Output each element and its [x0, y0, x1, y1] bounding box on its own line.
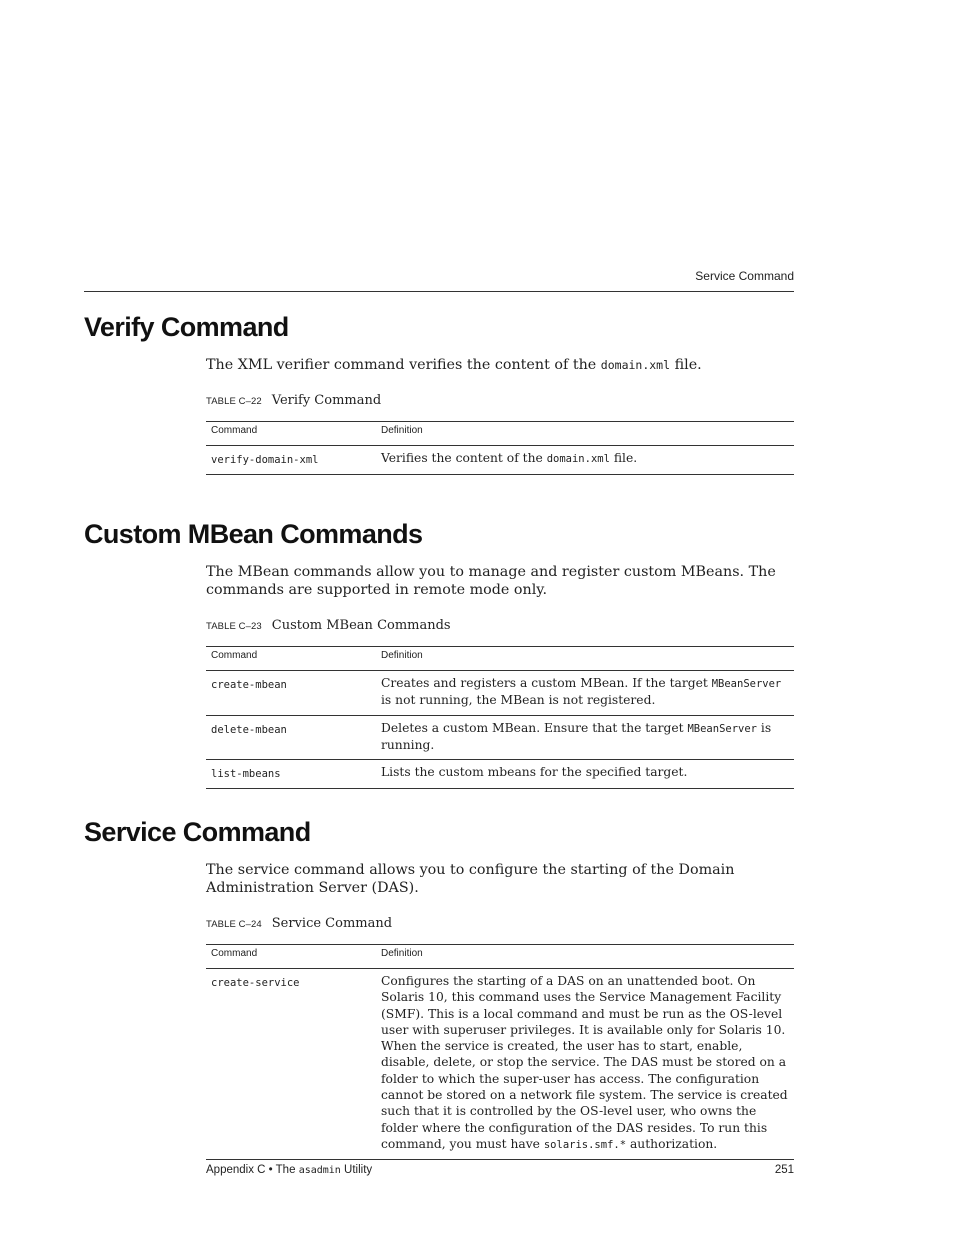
verify-command-table — [206, 421, 794, 475]
table-row — [206, 671, 794, 716]
column-header-definition: Definition — [376, 647, 794, 671]
definition-text: Verifies the content of the — [381, 451, 547, 465]
inline-code: domain.xml — [600, 358, 671, 372]
definition-text: Lists the custom mbeans for the specified target. — [381, 765, 688, 780]
section-title: Service Command — [84, 817, 311, 847]
section-title: Custom MBean Commands — [84, 519, 423, 549]
column-header-command: Command — [206, 647, 376, 671]
section-paragraph: The MBean commands allow you to manage and register custom MBeans. The commands are supported in remote mode only. — [206, 564, 776, 598]
command-name: delete-mbean — [206, 715, 376, 760]
table-label: TABLE C–23 — [206, 621, 262, 632]
command-name: verify-domain-xml — [206, 446, 376, 475]
inline-code: MBeanServer — [687, 722, 758, 735]
header-rule — [84, 291, 794, 292]
table-caption-text: Custom MBean Commands — [271, 618, 451, 633]
running-header: Service Command — [695, 269, 794, 283]
definition-text: Creates and registers a custom MBean. If the target — [381, 676, 712, 690]
page-number: 251 — [774, 1164, 794, 1176]
definition-text: is not running, the MBean is not registered. — [381, 693, 656, 708]
section-verify-command — [84, 311, 794, 475]
custom-mbean-commands-table — [206, 646, 794, 789]
command-name: create-service — [206, 969, 376, 1160]
command-name: create-mbean — [206, 671, 376, 716]
table-caption — [206, 916, 794, 931]
footer-text: Appendix C • The — [206, 1164, 299, 1176]
command-name: list-mbeans — [206, 760, 376, 789]
service-command-table — [206, 944, 794, 1160]
definition-text: Configures the starting of a DAS on an unattended boot. On Solaris 10, this command uses the Service Management Facility (SMF). This is a local command and must be run as the OS-level user with superuser privileges. It is available only for Solaris 10. When the service is created, the user has to start, enable, disable, delete, or stop the service. The DAS must be stored on a folder to which the super-user has access. The configuration cannot be stored on a network file system. The service is created such that it is controlled by the OS-level user, who owns the folder where the configuration of the DAS resides. To run this command, you must have — [381, 974, 788, 1151]
definition-text: authorization. — [626, 1136, 718, 1151]
column-header-command: Command — [206, 945, 376, 969]
table-caption-text: Service Command — [271, 916, 393, 931]
table-row — [206, 446, 794, 475]
section-paragraph — [206, 356, 794, 374]
command-definition — [376, 446, 794, 475]
command-definition — [376, 969, 794, 1160]
paragraph-text: file. — [670, 357, 702, 373]
paragraph-text: The XML verifier command verifies the content of the — [206, 357, 601, 373]
inline-code: asadmin — [298, 1165, 341, 1176]
command-definition — [376, 760, 794, 789]
command-definition — [376, 715, 794, 760]
definition-text: is running. — [381, 720, 772, 752]
table-header-row — [206, 422, 794, 446]
command-definition — [376, 671, 794, 716]
section-title: Verify Command — [84, 312, 289, 342]
definition-text: file. — [609, 451, 638, 465]
table-header-row — [206, 945, 794, 969]
definition-text: Deletes a custom MBean. Ensure that the target — [381, 720, 688, 735]
column-header-definition: Definition — [376, 945, 794, 969]
table-label: TABLE C–22 — [206, 396, 262, 407]
table-header-row — [206, 647, 794, 671]
inline-code: solaris.smf.* — [543, 1138, 627, 1151]
inline-code: domain.xml — [546, 453, 610, 465]
section-custom-mbean-commands — [84, 518, 794, 789]
footer-text: Utility — [340, 1164, 373, 1176]
section-service-command — [84, 816, 794, 1160]
column-header-definition: Definition — [376, 422, 794, 446]
table-row — [206, 715, 794, 760]
table-caption — [206, 618, 794, 633]
page-footer-title — [206, 1164, 372, 1176]
column-header-command: Command — [206, 422, 376, 446]
table-row — [206, 760, 794, 789]
inline-code: MBeanServer — [711, 678, 782, 690]
table-row — [206, 969, 794, 1160]
table-caption — [206, 393, 794, 408]
table-label: TABLE C–24 — [206, 919, 262, 930]
table-caption-text: Verify Command — [271, 393, 382, 408]
section-paragraph: The service command allows you to configure the starting of the Domain Administration Server (DAS). — [206, 862, 735, 896]
